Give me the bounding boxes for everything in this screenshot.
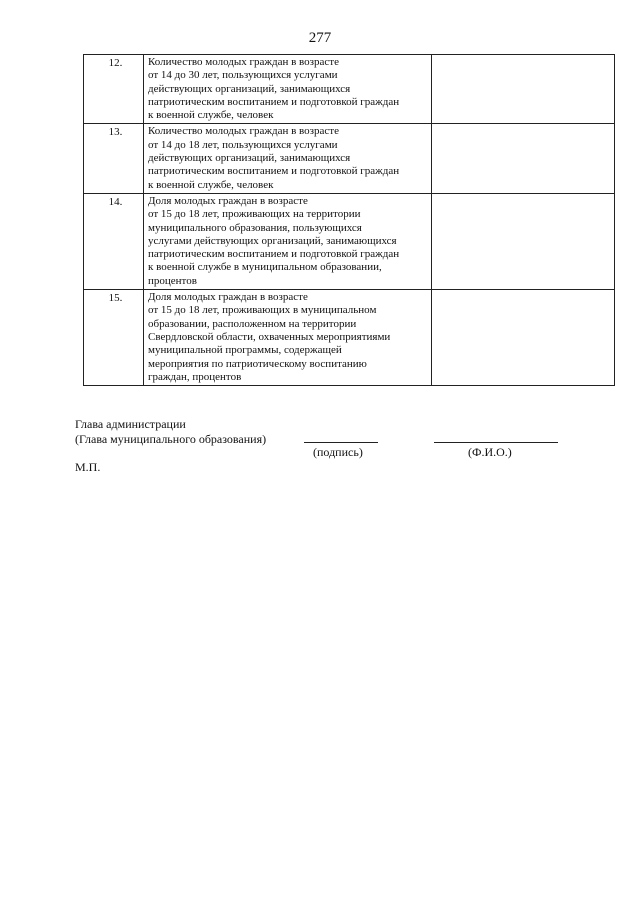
indicator-description-line: патриотическим воспитанием и подготовкой граждан: [148, 95, 400, 108]
stamp-label: М.П.: [75, 460, 101, 474]
indicator-description-line: образовании, расположенном на территории: [148, 317, 357, 330]
indicator-description-cell: [144, 55, 432, 124]
row-number-cell: [84, 290, 144, 386]
row-number-cell: [84, 193, 144, 289]
indicator-description-line: Количество молодых граждан в возрасте: [148, 125, 339, 138]
indicators-table-body: [84, 55, 615, 386]
indicator-description-line: патриотическим воспитанием и подготовкой граждан: [148, 248, 400, 261]
indicator-description-line: от 15 до 18 лет, проживающих в муниципальном: [148, 304, 377, 317]
indicator-description-line: действующих организаций, занимающихся: [148, 152, 351, 165]
indicator-description-line: Свердловской области, охваченных мероприятиями: [148, 330, 391, 343]
indicator-value-cell: [432, 193, 615, 289]
indicator-value-cell: [432, 290, 615, 386]
indicator-description-line: граждан, процентов: [148, 370, 242, 383]
signature-caption: (подпись): [313, 445, 363, 459]
indicator-description-line: к военной службе в муниципальном образовании,: [148, 261, 382, 274]
signature-line: [304, 442, 378, 443]
indicators-table: [83, 54, 615, 386]
indicator-description-line: муниципальной программы, содержащей: [148, 344, 342, 357]
row-number-cell: [84, 124, 144, 193]
indicator-description-line: к военной службе, человек: [148, 109, 274, 122]
table-row: [84, 290, 615, 386]
indicator-description-cell: [144, 193, 432, 289]
indicator-description-line: Количество молодых граждан в возрасте: [148, 56, 339, 68]
indicator-description-line: от 14 до 18 лет, пользующихся услугами: [148, 138, 338, 151]
full-name-caption: (Ф.И.О.): [468, 445, 512, 459]
signatory-title-line-1: Глава администрации: [75, 417, 186, 431]
indicator-description-line: патриотическим воспитанием и подготовкой граждан: [148, 165, 400, 178]
row-number: 14.: [108, 195, 123, 208]
indicator-description-line: от 15 до 18 лет, проживающих на территории: [148, 208, 361, 221]
indicator-description-line: Доля молодых граждан в возрасте: [148, 291, 308, 304]
indicator-description-line: муниципального образования, пользующихся: [148, 221, 362, 234]
row-number: 15.: [108, 292, 123, 305]
full-name-line: [434, 442, 558, 443]
indicator-description-cell: [144, 124, 432, 193]
indicator-value-cell: [432, 124, 615, 193]
row-number-cell: [84, 55, 144, 124]
row-number: 13.: [108, 126, 123, 139]
indicator-description-cell: [144, 290, 432, 386]
table-row: [84, 124, 615, 193]
indicator-description-line: Доля молодых граждан в возрасте: [148, 194, 308, 207]
row-number: 12.: [108, 57, 123, 69]
indicator-value-cell: [432, 55, 615, 124]
indicator-description-line: мероприятия по патриотическому воспитанию: [148, 357, 367, 370]
signatory-title: [75, 417, 266, 447]
table-row: [84, 193, 615, 289]
indicator-description-line: к военной службе, человек: [148, 178, 274, 191]
indicator-description-line: действующих организаций, занимающихся: [148, 82, 351, 95]
indicator-description-line: услугами действующих организаций, занимающихся: [148, 234, 397, 247]
indicator-description-line: процентов: [148, 274, 197, 287]
indicator-description-line: от 14 до 30 лет, пользующихся услугами: [148, 69, 338, 82]
table-row: [84, 55, 615, 124]
signatory-title-line-2: (Глава муниципального образования): [75, 432, 267, 446]
page-number: 277: [308, 30, 332, 46]
